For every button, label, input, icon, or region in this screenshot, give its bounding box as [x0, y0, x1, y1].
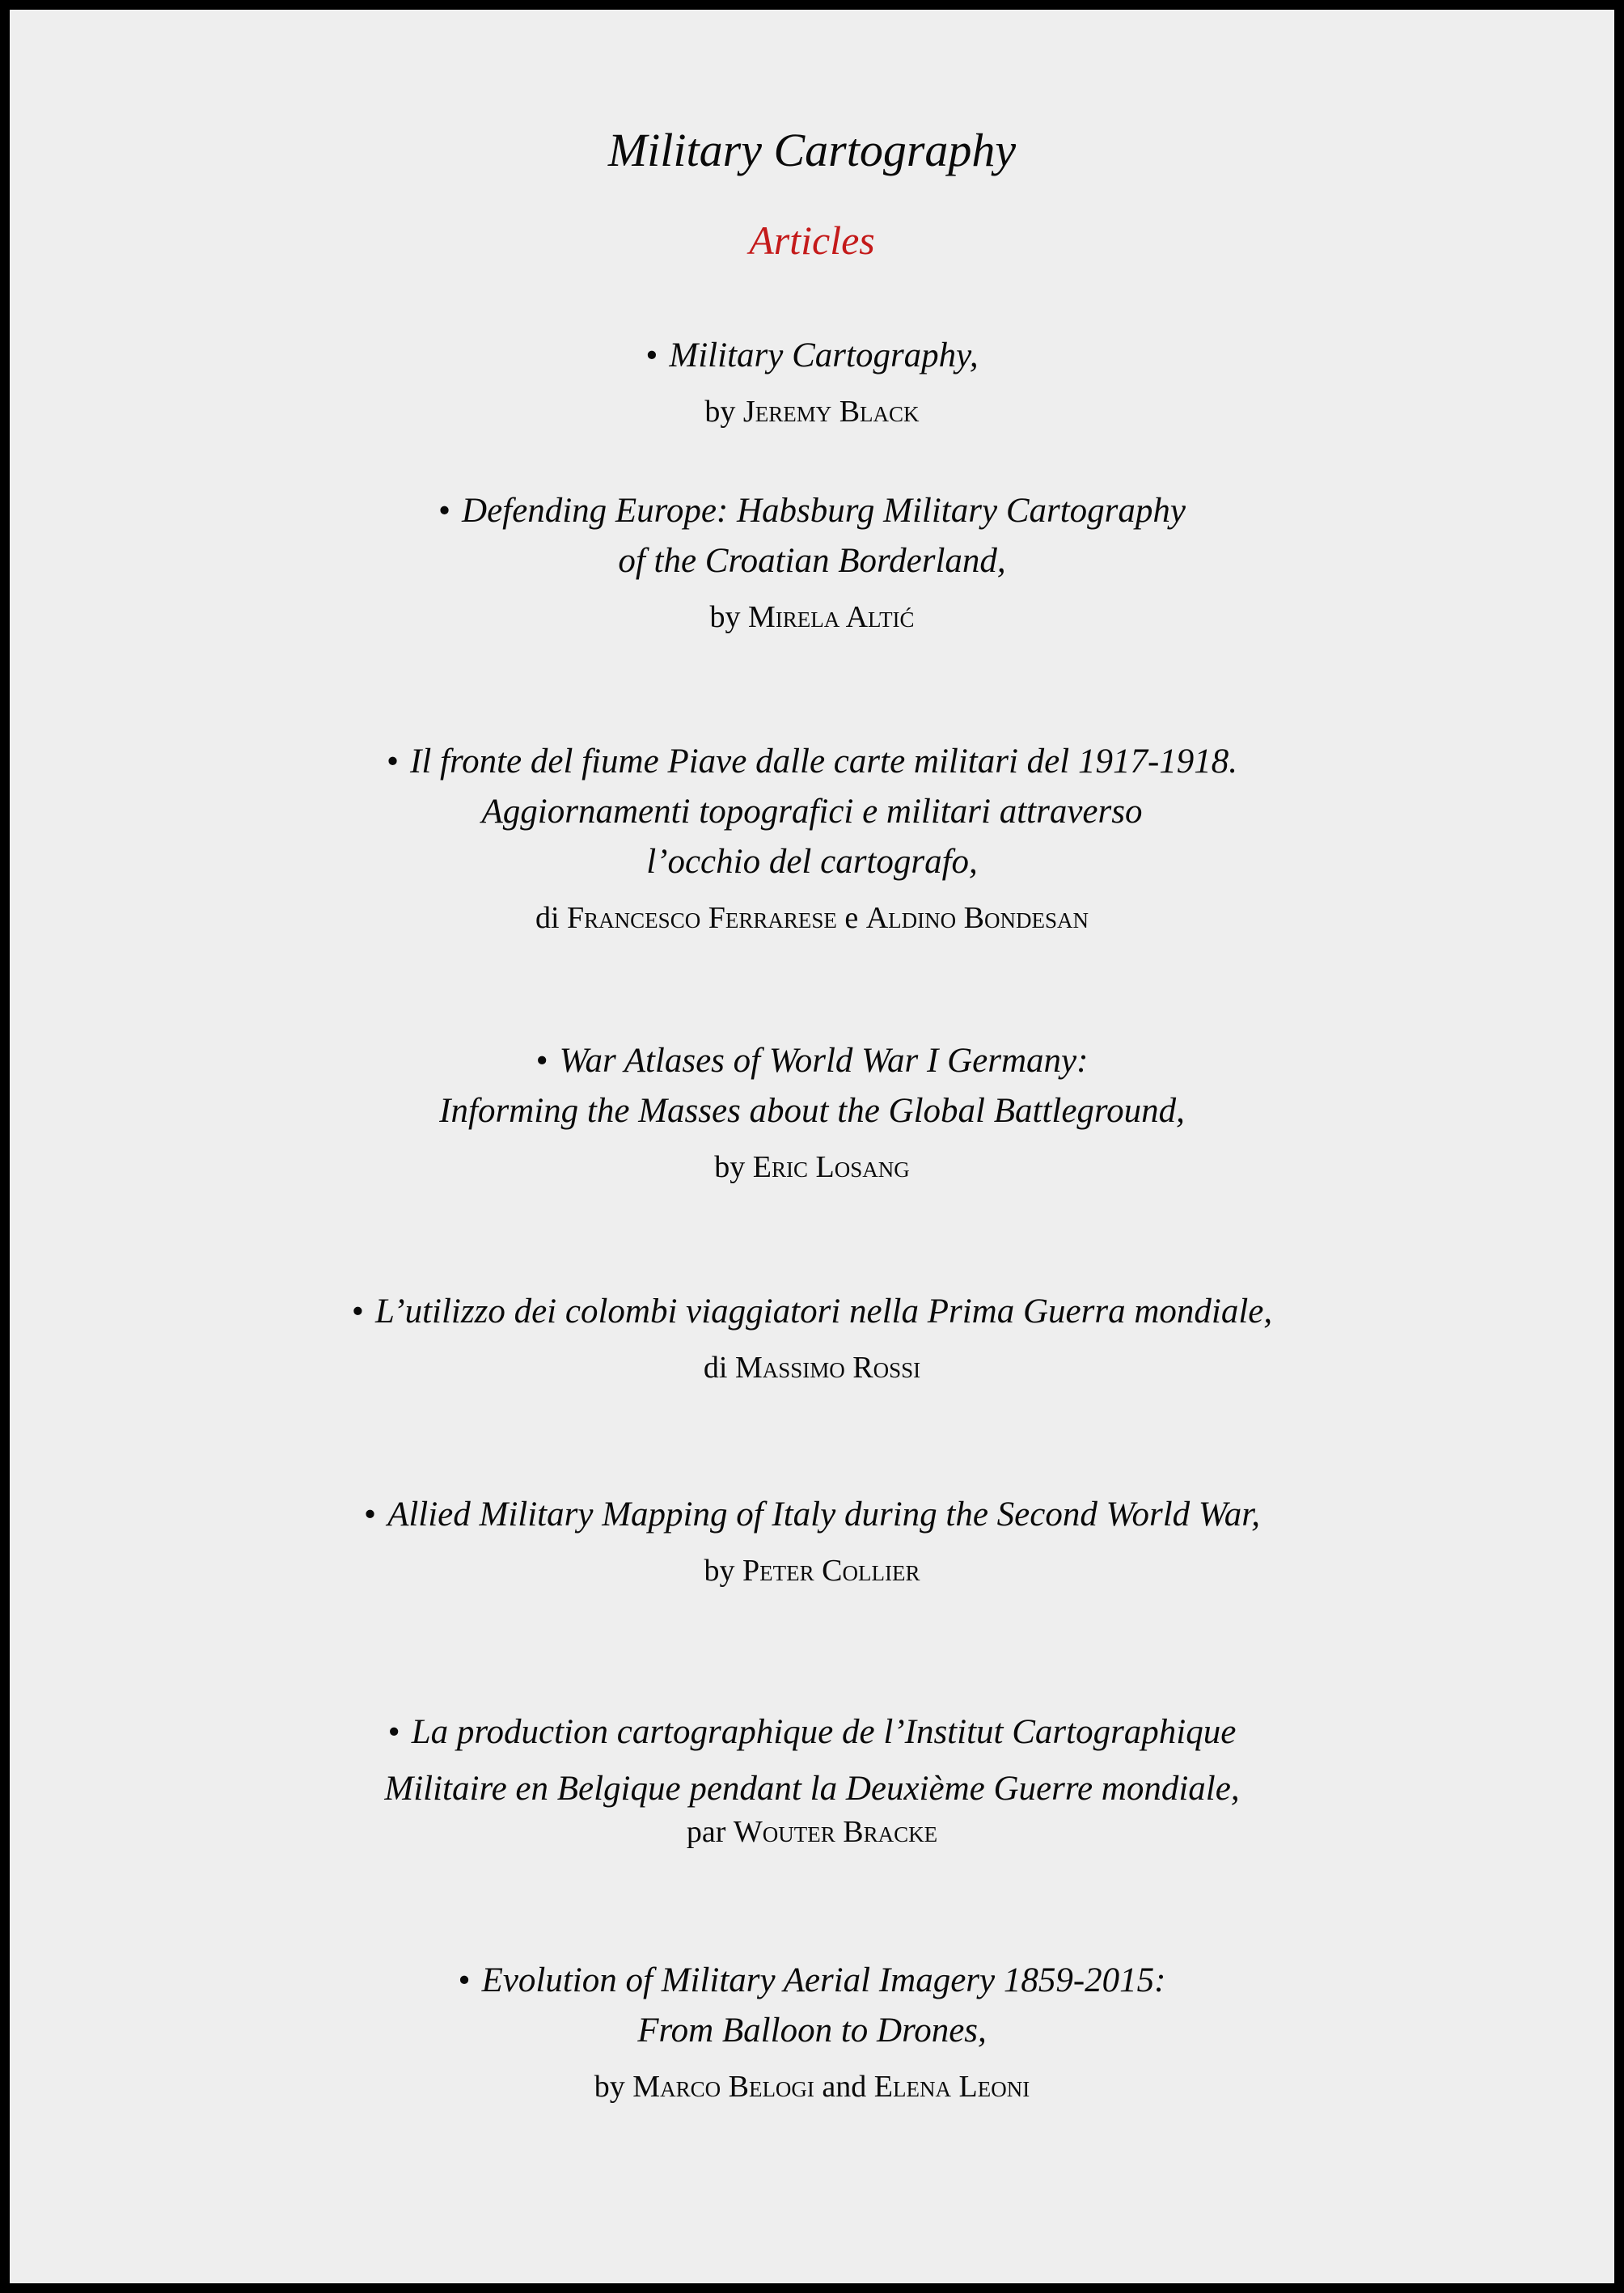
bullet-icon: • [364, 1496, 377, 1534]
article-item[interactable] [10, 1036, 1614, 1190]
article-byline: by Jeremy Black [704, 395, 920, 429]
article-byline: by Eric Losang [714, 1150, 910, 1184]
article-title-line: • Allied Military Mapping of Italy during the Second World War, [364, 1496, 1260, 1534]
bullet-icon: • [645, 336, 658, 374]
article-item[interactable] [10, 1956, 1614, 2109]
article-byline: by Mirela Altić [709, 600, 915, 634]
article-title-line: • La production cartographique de l’Institut Cartographique [387, 1713, 1237, 1751]
article-byline: di Francesco Ferrarese e Aldino Bondesan [535, 901, 1089, 935]
article-item[interactable] [10, 486, 1614, 640]
bullet-icon: • [387, 1713, 400, 1751]
article-title-line: Militaire en Belgique pendant la Deuxième Guerre mondiale, [384, 1770, 1240, 1808]
article-byline: by Peter Collier [704, 1554, 920, 1588]
article-item[interactable] [10, 331, 1614, 434]
page [10, 10, 1614, 2283]
bullet-icon: • [535, 1042, 548, 1080]
section-title: Articles [749, 218, 875, 263]
bullet-icon: • [386, 742, 399, 781]
article-title-line: • Defending Europe: Habsburg Military Cartography [438, 492, 1186, 530]
article-title-line: From Balloon to Drones, [637, 2012, 987, 2050]
article-byline: par Wouter Bracke [686, 1815, 938, 1849]
article-title-line: Informing the Masses about the Global Battleground, [439, 1092, 1185, 1130]
article-title-line: • L’utilizzo dei colombi viaggiatori nella Prima Guerra mondiale, [351, 1292, 1273, 1331]
article-title-line: • Il fronte del fiume Piave dalle carte militari del 1917-1918. [386, 742, 1238, 781]
article-title-line: l’occhio del cartografo, [646, 843, 978, 881]
article-title-line: • Military Cartography, [645, 336, 979, 374]
article-title-line: of the Croatian Borderland, [618, 542, 1006, 580]
bullet-icon: • [438, 492, 451, 530]
article-title-line: Aggiornamenti topografici e militari attraverso [481, 793, 1143, 831]
article-title-line: • Evolution of Military Aerial Imagery 1859-2015: [458, 1961, 1166, 1999]
article-item[interactable] [10, 737, 1614, 941]
article-byline: by Marco Belogi and Elena Leoni [594, 2070, 1030, 2104]
article-item[interactable] [10, 1707, 1614, 1855]
bullet-icon: • [458, 1961, 471, 1999]
article-item[interactable] [10, 1287, 1614, 1390]
bullet-icon: • [351, 1292, 364, 1331]
article-item[interactable] [10, 1490, 1614, 1593]
journal-title: Military Cartography [607, 124, 1017, 176]
article-byline: di Massimo Rossi [703, 1351, 921, 1385]
article-title-line: • War Atlases of World War I Germany: [535, 1042, 1089, 1080]
